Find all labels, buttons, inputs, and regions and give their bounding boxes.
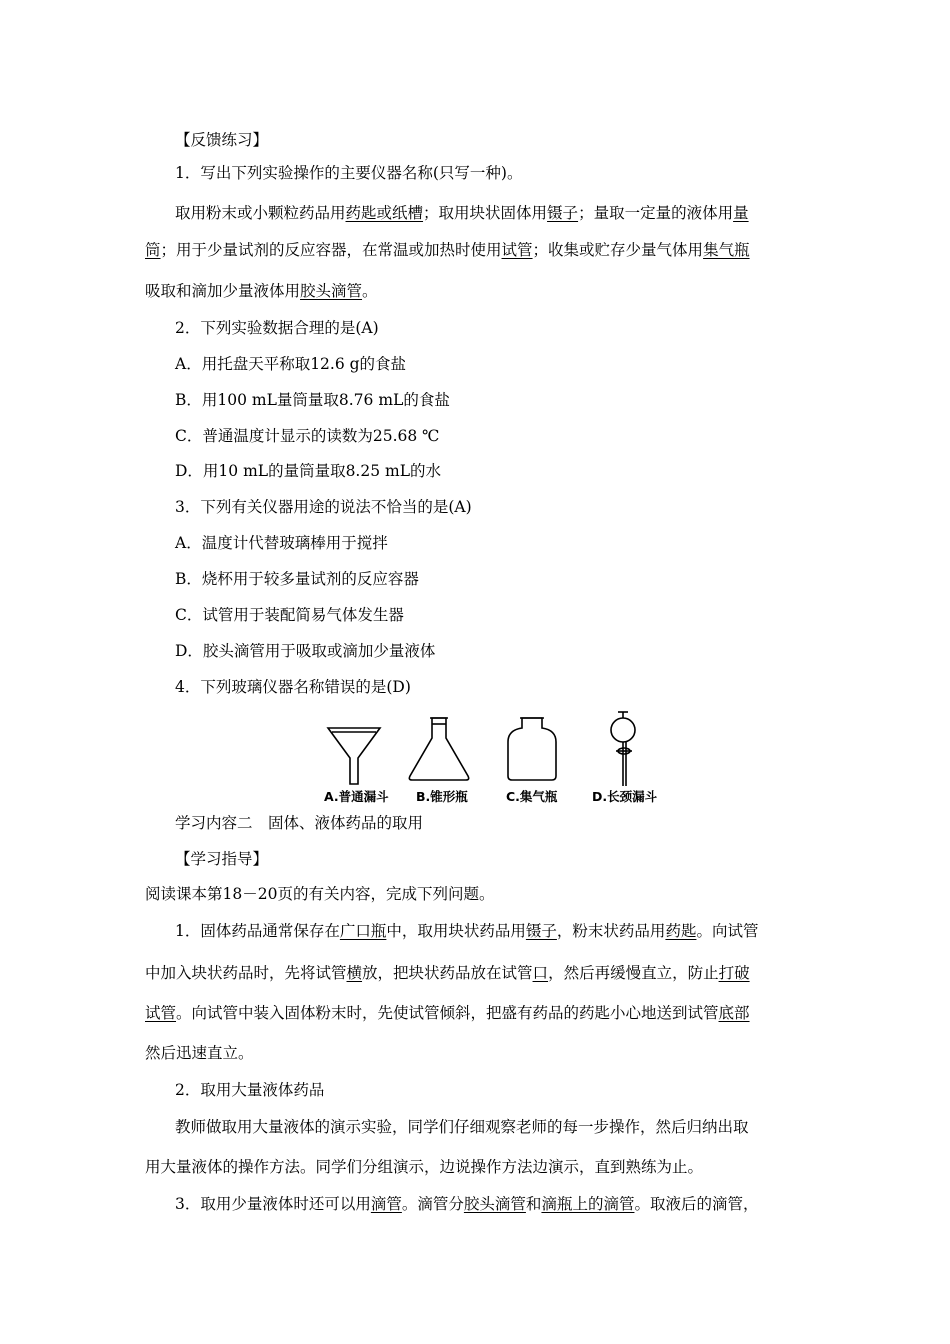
- figure-caption: B.锥形瓶: [416, 789, 468, 804]
- paragraph-3-line-1: 3．取用少量液体时还可以用滴管。滴管分胶头滴管和滴瓶上的滴管。取液后的滴管，: [175, 1195, 759, 1213]
- answer-blank: 胶头滴管: [300, 282, 363, 300]
- answer-blank: 胶头滴管: [463, 1195, 526, 1213]
- question-4-stem: 4．下列玻璃仪器名称错误的是(D): [175, 678, 411, 696]
- figure-caption: D.长颈漏斗: [592, 789, 658, 804]
- option-line: D．胶头滴管用于吸取或滴加少量液体: [175, 642, 436, 660]
- answer-blank: 底部: [718, 1004, 750, 1022]
- option-line: C．试管用于装配简易气体发生器: [175, 606, 404, 624]
- answer-blank: 镊子: [525, 922, 557, 940]
- question-1-stem: 1．写出下列实验操作的主要仪器名称(只写一种)。: [175, 164, 523, 182]
- answer-blank: 镊子: [547, 204, 579, 222]
- gas-bottle-icon: [508, 718, 556, 780]
- answer-blank: 试管: [501, 241, 533, 259]
- separatory-funnel-icon: [611, 712, 635, 786]
- conical-flask-icon: [409, 718, 468, 780]
- feedback-heading: 【反馈练习】: [175, 131, 269, 149]
- answer-blank: 口: [532, 964, 549, 982]
- figure-caption: C.集气瓶: [506, 789, 558, 804]
- answer-blank: 横: [346, 964, 363, 982]
- option-line: A．用托盘天平称取12.6 g的食盐: [175, 355, 407, 373]
- option-line: D．用10 mL的量筒量取8.25 mL的水: [175, 462, 441, 480]
- question-2-stem: 2．下列实验数据合理的是(A): [175, 319, 379, 337]
- answer-blank: 广口瓶: [339, 922, 387, 940]
- answer-blank: 筒: [145, 241, 161, 259]
- question-1-line-2: 筒；用于少量试剂的反应容器，在常温或加热时使用试管；收集或贮存少量气体用集气瓶: [145, 241, 750, 259]
- answer-blank: 滴管: [370, 1195, 402, 1213]
- paragraph-2-line-1: 教师做取用大量液体的演示实验，同学们仔细观察老师的每一步操作，然后归纳出取: [175, 1118, 749, 1136]
- glassware-illustration: [310, 706, 670, 806]
- glassware-figure: [310, 706, 670, 806]
- answer-blank: 量: [733, 204, 749, 222]
- answer-blank: 滴瓶上的滴管: [541, 1195, 635, 1213]
- option-line: B．烧杯用于较多量试剂的反应容器: [175, 570, 419, 588]
- paragraph-1-line-3: 试管。向试管中装入固体粉末时，先使试管倾斜，把盛有药品的药匙小心地送到试管底部: [145, 1004, 750, 1022]
- answer-blank: 试管: [145, 1004, 177, 1022]
- section-2-title: 学习内容二 固体、液体药品的取用: [175, 814, 424, 832]
- question-1-line-1: 取用粉末或小颗粒药品用药匙或纸槽；取用块状固体用镊子；量取一定量的液体用量: [175, 204, 749, 222]
- paragraph-1-line-2: 中加入块状药品时，先将试管横放，把块状药品放在试管口，然后再缓慢直立，防止打破: [145, 964, 750, 982]
- funnel-icon: [328, 728, 380, 784]
- paragraph-2-title: 2．取用大量液体药品: [175, 1081, 325, 1099]
- answer-blank: 集气瓶: [703, 241, 750, 259]
- paragraph-1-line-4: 然后迅速直立。: [145, 1044, 254, 1062]
- answer-blank: 药匙或纸槽: [345, 204, 424, 222]
- paragraph-2-line-2: 用大量液体的操作方法。同学们分组演示，边说操作方法边演示，直到熟练为止。: [145, 1158, 704, 1176]
- figure-caption: A.普通漏斗: [324, 789, 389, 804]
- answer-blank: 打破: [718, 964, 750, 982]
- answer-blank: 药匙: [665, 922, 697, 940]
- study-guide-heading: 【学习指导】: [175, 850, 269, 868]
- option-line: C．普通温度计显示的读数为25.68 ℃: [175, 427, 440, 445]
- question-3-stem: 3．下列有关仪器用途的说法不恰当的是(A): [175, 498, 472, 516]
- option-line: A．温度计代替玻璃棒用于搅拌: [175, 534, 388, 552]
- paragraph-1-line-1: 1．固体药品通常保存在广口瓶中，取用块状药品用镊子，粉末状药品用药匙。向试管: [175, 922, 759, 940]
- study-guide-intro: 阅读课本第18－20页的有关内容，完成下列问题。: [145, 885, 495, 903]
- question-1-line-3: 吸取和滴加少量液体用胶头滴管。: [145, 282, 378, 300]
- option-line: B．用100 mL量筒量取8.76 mL的食盐: [175, 391, 450, 409]
